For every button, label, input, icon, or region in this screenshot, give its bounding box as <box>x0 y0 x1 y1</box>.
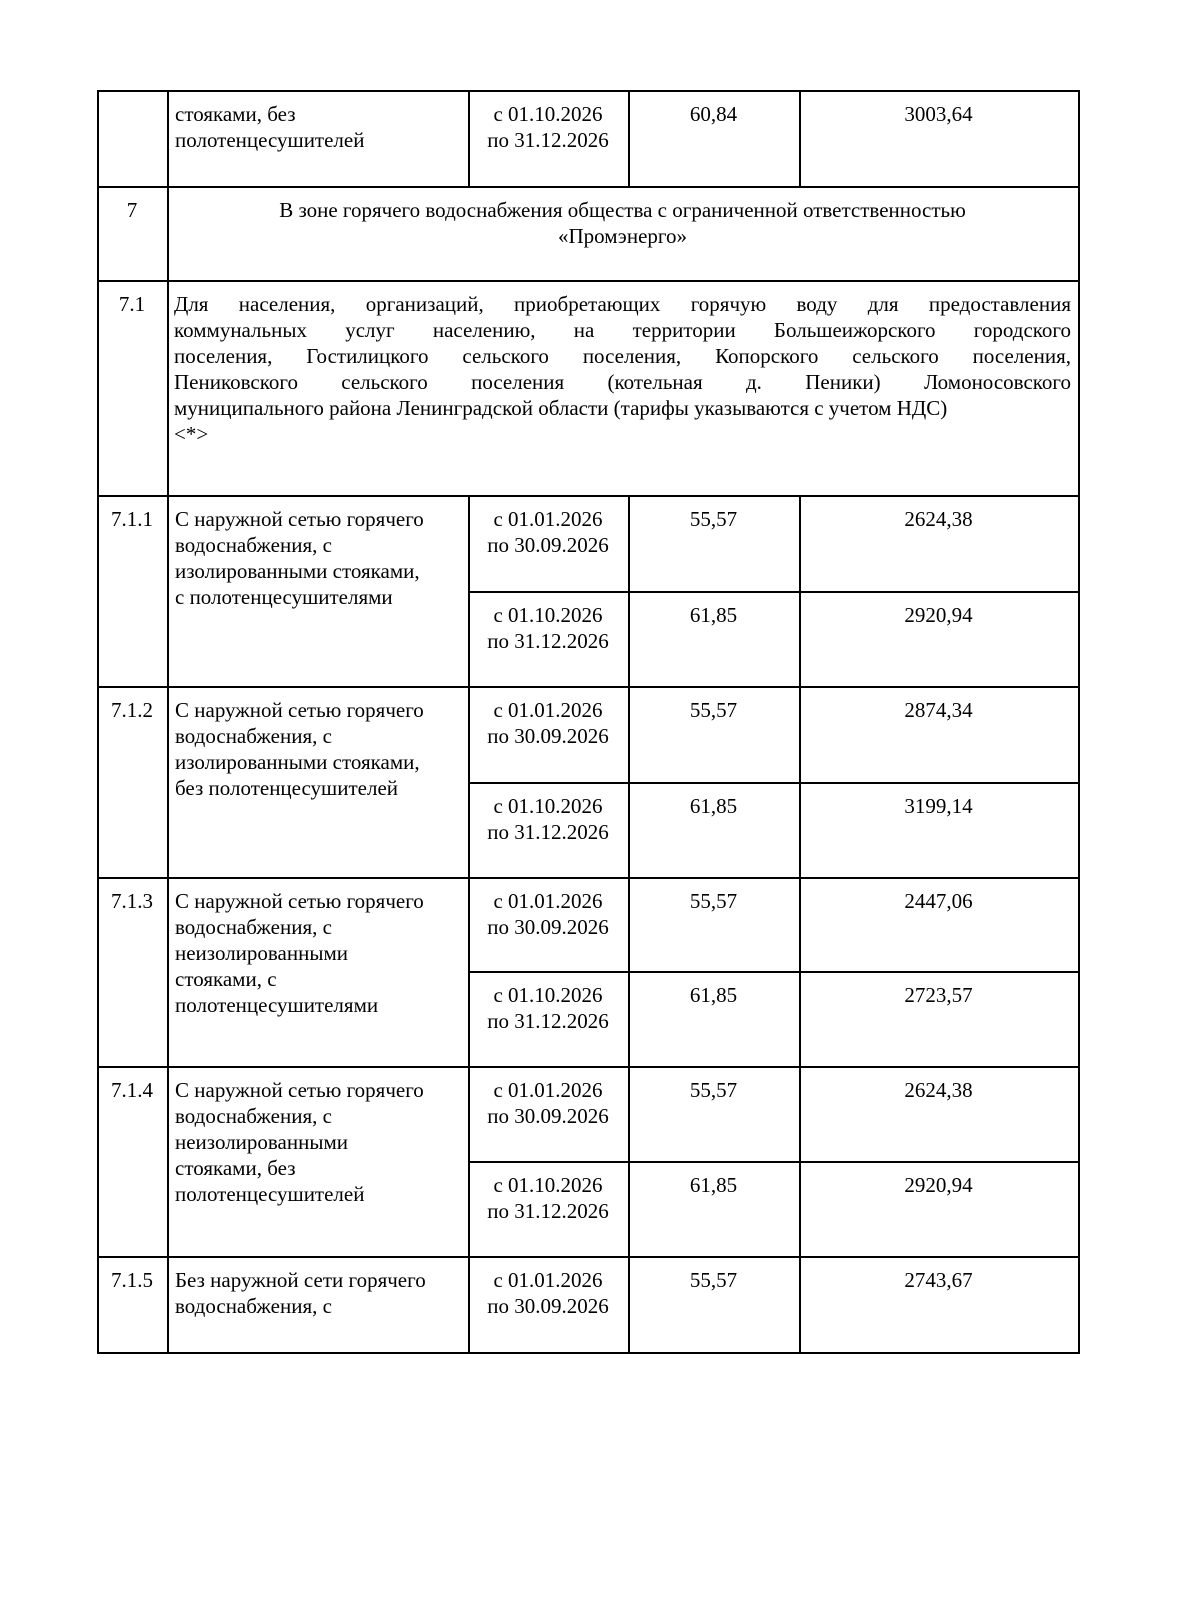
tariff-value-2: 2624,38 <box>904 1078 973 1102</box>
subsection-text: <*> <box>174 422 209 446</box>
period: с 01.10.2026 <box>493 1173 603 1197</box>
subsection-text: муниципального района Ленинградской области (тарифы указываются с учетом НДС) <box>174 396 948 420</box>
tariff-value-2: 2447,06 <box>904 889 973 913</box>
period: по 30.09.2026 <box>487 915 609 939</box>
group-description: неизолированными <box>175 1130 348 1154</box>
period: с 01.10.2026 <box>493 603 603 627</box>
group-description: С наружной сетью горячего <box>175 889 424 913</box>
tariff-value-1: 61,85 <box>689 983 738 1007</box>
group-description: водоснабжения, с <box>175 915 332 939</box>
section-title: «Промэнерго» <box>558 224 687 248</box>
period: с 01.01.2026 <box>493 698 603 722</box>
subsection-text: Пениковского сельского поселения (котельная д. Пеники) Ломоносовского <box>174 370 1071 394</box>
period: по 30.09.2026 <box>487 1294 609 1318</box>
tariff-value-2: 2743,67 <box>904 1268 973 1292</box>
period: с 01.01.2026 <box>493 507 603 531</box>
table-border-top <box>97 90 1080 92</box>
group-description: С наружной сетью горячего <box>175 507 424 531</box>
period: по 30.09.2026 <box>487 724 609 748</box>
group-description: водоснабжения, с <box>175 1104 332 1128</box>
subsection-text: поселения, Гостилицкого сельского поселения, Копорского сельского поселения, <box>174 344 1071 368</box>
tariff-value-1: 55,57 <box>689 889 738 913</box>
row-description: стояками, без <box>175 102 296 126</box>
group-description: стояками, с <box>175 967 277 991</box>
group-description: с полотенцесушителями <box>175 585 393 609</box>
tariff-value-2: 2624,38 <box>904 507 973 531</box>
group-description: изолированными стояками, <box>175 750 420 774</box>
tariff-value-1: 55,57 <box>689 1268 738 1292</box>
group-description: без полотенцесушителей <box>175 776 399 800</box>
group-description: С наружной сетью горячего <box>175 698 424 722</box>
row-divider <box>97 495 1080 497</box>
period: по 31.12.2026 <box>487 1199 609 1223</box>
tariff-value-1: 55,57 <box>689 507 738 531</box>
period: по 30.09.2026 <box>487 1104 609 1128</box>
period: с 01.01.2026 <box>493 1078 603 1102</box>
subsection-text: коммунальных услуг населению, на территории Большеижорского городского <box>174 318 1071 342</box>
tariff-value-1: 61,85 <box>689 603 738 627</box>
period: с 01.10.2026 <box>493 794 603 818</box>
group-description: стояками, без <box>175 1156 296 1180</box>
row-period: по 31.12.2026 <box>487 128 609 152</box>
tariff-value-2: 3199,14 <box>904 794 973 818</box>
row-description: полотенцесушителей <box>175 128 365 152</box>
sub-row-divider <box>468 782 1080 784</box>
group-number: 7.1.3 <box>111 889 153 913</box>
tariff-value-1: 61,85 <box>689 794 738 818</box>
group-description: неизолированными <box>175 941 348 965</box>
section-title: В зоне горячего водоснабжения общества с ограниченной ответственностью <box>279 198 966 222</box>
row-divider <box>97 186 1080 188</box>
group-number: 7.1.1 <box>111 507 153 531</box>
group-description: изолированными стояками, <box>175 559 420 583</box>
group-description: полотенцесушителями <box>175 993 379 1017</box>
period: с 01.10.2026 <box>493 983 603 1007</box>
sub-row-divider <box>468 591 1080 593</box>
row-divider <box>97 877 1080 879</box>
row-divider <box>97 686 1080 688</box>
group-number: 7.1.4 <box>111 1078 153 1102</box>
row-value-1: 60,84 <box>689 102 738 126</box>
group-description: Без наружной сети горячего <box>175 1268 426 1292</box>
sub-row-divider <box>468 971 1080 973</box>
period: по 31.12.2026 <box>487 820 609 844</box>
subsection-number: 7.1 <box>118 292 146 316</box>
tariff-value-1: 55,57 <box>689 698 738 722</box>
group-description: водоснабжения, с <box>175 1294 332 1318</box>
tariff-value-2: 2874,34 <box>904 698 973 722</box>
tariff-value-2: 2920,94 <box>904 603 973 627</box>
period: с 01.01.2026 <box>493 889 603 913</box>
group-number: 7.1.2 <box>111 698 153 722</box>
group-number: 7.1.5 <box>111 1268 153 1292</box>
group-description: водоснабжения, с <box>175 533 332 557</box>
row-value-2: 3003,64 <box>904 102 973 126</box>
tariff-value-1: 55,57 <box>689 1078 738 1102</box>
section-number: 7 <box>126 198 138 222</box>
group-description: водоснабжения, с <box>175 724 332 748</box>
row-divider <box>97 280 1080 282</box>
period: по 30.09.2026 <box>487 533 609 557</box>
row-period: с 01.10.2026 <box>493 102 603 126</box>
sub-row-divider <box>468 1161 1080 1163</box>
tariff-value-1: 61,85 <box>689 1173 738 1197</box>
row-divider <box>97 1066 1080 1068</box>
subsection-text: Для населения, организаций, приобретающих горячую воду для предоставления <box>174 292 1071 316</box>
tariff-value-2: 2920,94 <box>904 1173 973 1197</box>
group-description: С наружной сетью горячего <box>175 1078 424 1102</box>
row-divider <box>97 1352 1080 1354</box>
period: по 31.12.2026 <box>487 1009 609 1033</box>
row-divider <box>97 1256 1080 1258</box>
period: с 01.01.2026 <box>493 1268 603 1292</box>
group-description: полотенцесушителей <box>175 1182 365 1206</box>
period: по 31.12.2026 <box>487 629 609 653</box>
tariff-value-2: 2723,57 <box>904 983 973 1007</box>
